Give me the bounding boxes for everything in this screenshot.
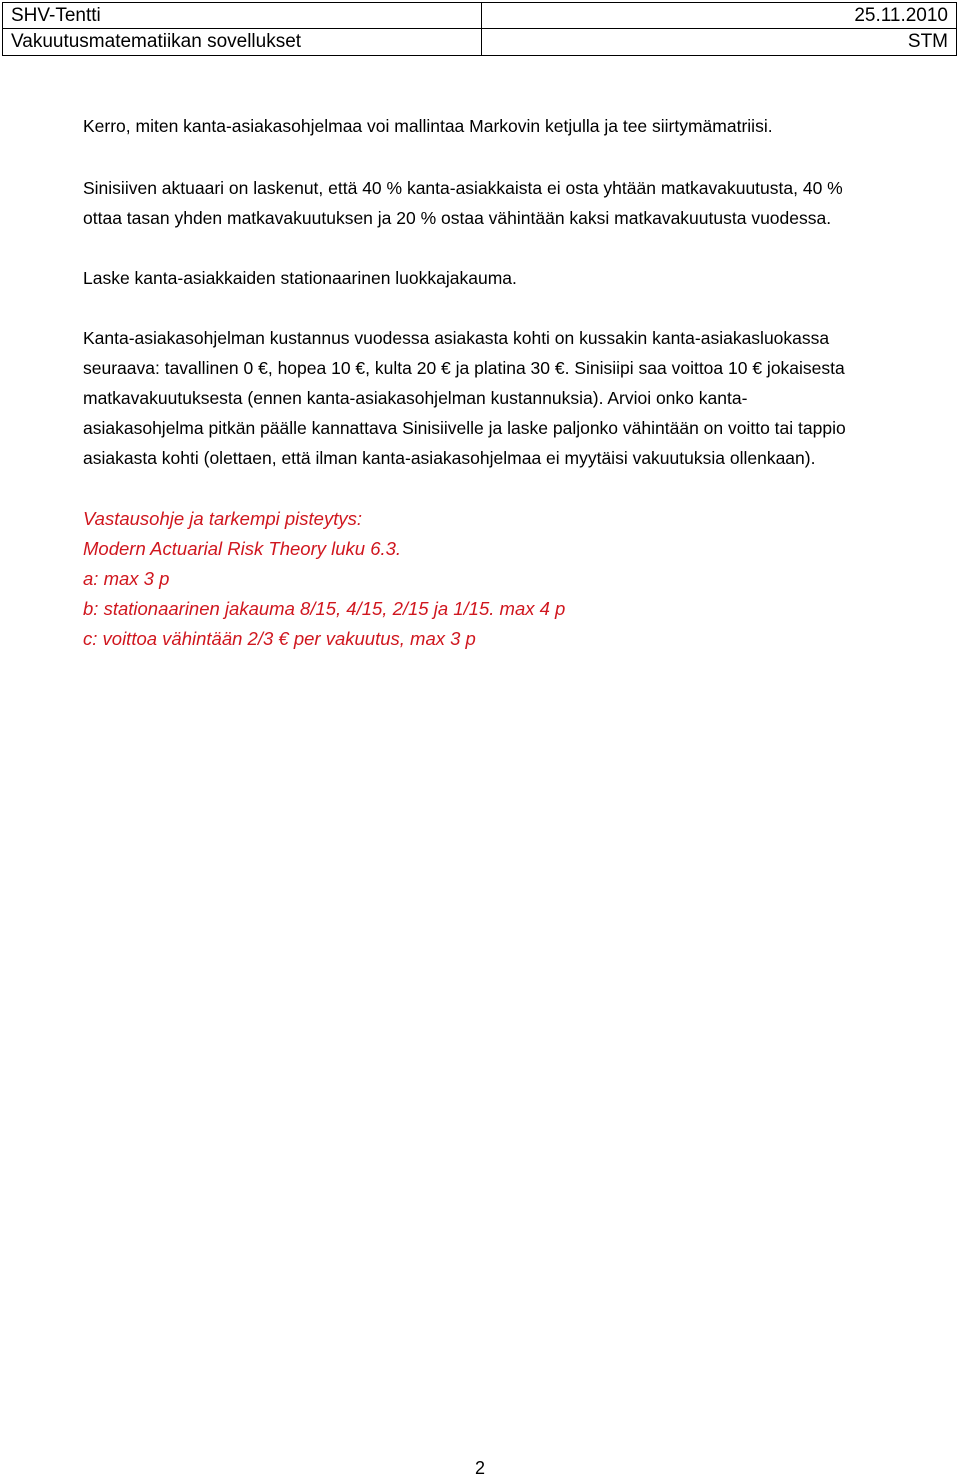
answer-reference: Modern Actuarial Risk Theory luku 6.3. <box>83 538 402 559</box>
header-subject: Vakuutusmatematiikan sovellukset <box>3 29 482 55</box>
question-a: Kerro, miten kanta-asiakasohjelmaa voi mallintaa Markovin ketjulla ja tee siirtymämatriisi. <box>83 116 773 136</box>
header-title: SHV-Tentti <box>3 3 482 29</box>
question-b: Laske kanta-asiakkaiden stationaarinen luokkajakauma. <box>83 268 517 288</box>
question-c-line: asiakasohjelma pitkän päälle kannattava Sinisiivelle ja laske paljonko vähintään on voitto tai tappio <box>83 418 846 438</box>
question-c-line: asiakasta kohti (olettaen, että ilman kanta-asiakasohjelmaa ei myytäisi vakuutuksia ollenkaan). <box>83 448 816 468</box>
question-c <box>83 323 953 473</box>
answer-part-a: a: max 3 p <box>83 568 170 589</box>
answer-part-c: c: voittoa vähintään 2/3 € per vakuutus, max 3 p <box>83 628 476 649</box>
intro-line: ottaa tasan yhden matkavakuutuksen ja 20 % ostaa vähintään kaksi matkavakuutusta vuodessa. <box>83 208 832 228</box>
question-c-line: seuraava: tavallinen 0 €, hopea 10 €, kulta 20 € ja platina 30 €. Sinisiipi saa voittoa 10 € jokaisesta <box>83 358 845 378</box>
answer-key <box>83 504 953 654</box>
page-number: 2 <box>474 1458 485 1478</box>
header-date: 25.11.2010 <box>482 3 956 29</box>
answer-part-b: b: stationaarinen jakauma 8/15, 4/15, 2/15 ja 1/15. max 4 p <box>83 598 566 619</box>
intro-paragraph <box>83 173 953 233</box>
question-c-line: Kanta-asiakasohjelman kustannus vuodessa asiakasta kohti on kussakin kanta-asiakasluokassa <box>83 328 830 348</box>
document-header <box>2 2 957 56</box>
answer-heading: Vastausohje ja tarkempi pisteytys: <box>83 508 362 529</box>
question-c-line: matkavakuutuksesta (ennen kanta-asiakasohjelman kustannuksia). Arvioi onko kanta- <box>83 388 748 408</box>
header-organization: STM <box>907 31 948 52</box>
intro-line: Sinisiiven aktuaari on laskenut, että 40 % kanta-asiakkaista ei osta yhtään matkavakuutusta, 40 % <box>83 178 843 198</box>
